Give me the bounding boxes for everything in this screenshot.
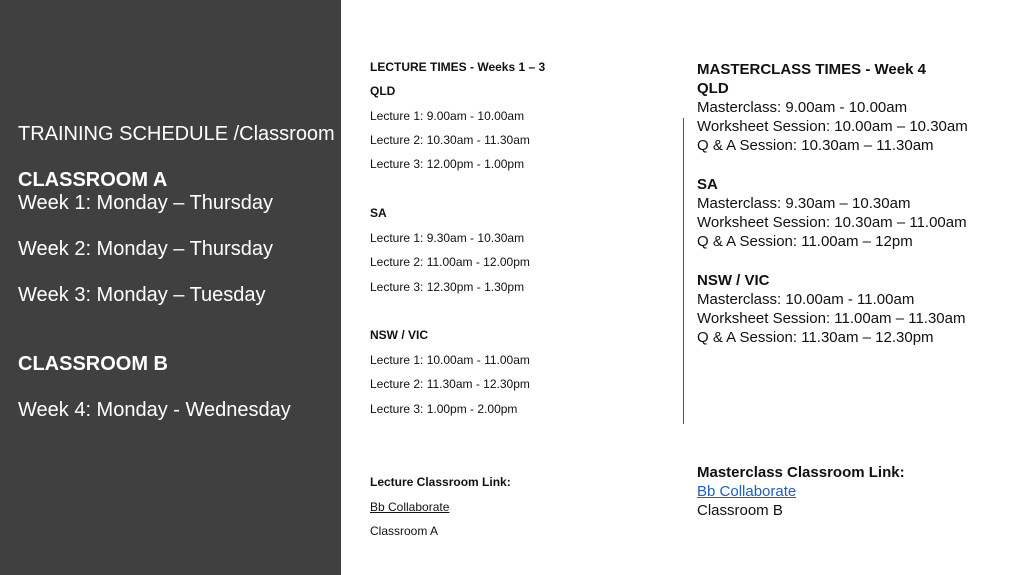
classroom-a-heading: CLASSROOM A <box>18 169 168 191</box>
lecture-classroom-label: Classroom A <box>370 524 439 538</box>
week3-text: Week 3: Monday – Tuesday <box>18 284 266 306</box>
lecture-qld-item: Lecture 1: 9.00am - 10.00am <box>370 109 525 123</box>
masterclass-sa-item: Q & A Session: 11.00am – 12pm <box>697 233 913 250</box>
masterclass-qld-item: Worksheet Session: 10.00am – 10.30am <box>697 118 968 135</box>
masterclass-sa-item: Worksheet Session: 10.30am – 11.00am <box>697 214 967 231</box>
lecture-nsw-item: Lecture 2: 11.30am - 12.30pm <box>370 377 530 391</box>
lecture-qld-item: Lecture 3: 12.00pm - 1.00pm <box>370 157 525 171</box>
lecture-nsw-label: NSW / VIC <box>370 328 429 342</box>
lecture-bb-collaborate-link[interactable]: Bb Collaborate <box>370 500 450 514</box>
lecture-times-heading: LECTURE TIMES - Weeks 1 – 3 <box>370 60 546 74</box>
week2-text: Week 2: Monday – Thursday <box>18 238 273 260</box>
lecture-qld-label: QLD <box>370 84 396 98</box>
lecture-link-heading: Lecture Classroom Link: <box>370 475 511 489</box>
lecture-sa-item: Lecture 2: 11.00am - 12.00pm <box>370 255 530 269</box>
lecture-sa-item: Lecture 1: 9.30am - 10.30am <box>370 231 525 245</box>
masterclass-nsw-item: Q & A Session: 11.30am – 12.30pm <box>697 329 934 346</box>
masterclass-classroom-label: Classroom B <box>697 502 783 519</box>
masterclass-link-heading: Masterclass Classroom Link: <box>697 464 905 481</box>
left-panel <box>0 0 341 575</box>
masterclass-bb-collaborate-link[interactable]: Bb Collaborate <box>697 483 797 500</box>
masterclass-qld-item: Masterclass: 9.00am - 10.00am <box>697 99 908 116</box>
lecture-sa-label: SA <box>370 206 387 220</box>
classroom-b-heading: CLASSROOM B <box>18 353 168 375</box>
lecture-sa-item: Lecture 3: 12.30pm - 1.30pm <box>370 280 525 294</box>
masterclass-sa-label: SA <box>697 176 718 193</box>
masterclass-times-heading: MASTERCLASS TIMES - Week 4 <box>697 61 926 78</box>
masterclass-nsw-label: NSW / VIC <box>697 272 770 289</box>
lecture-nsw-item: Lecture 3: 1.00pm - 2.00pm <box>370 402 518 416</box>
masterclass-qld-item: Q & A Session: 10.30am – 11.30am <box>697 137 934 154</box>
masterclass-nsw-item: Worksheet Session: 11.00am – 11.30am <box>697 310 966 327</box>
masterclass-qld-label: QLD <box>697 80 729 97</box>
column-divider <box>683 118 684 424</box>
masterclass-nsw-item: Masterclass: 10.00am - 11.00am <box>697 291 915 308</box>
lecture-qld-item: Lecture 2: 10.30am - 11.30am <box>370 133 530 147</box>
week1-text: Week 1: Monday – Thursday <box>18 192 273 214</box>
masterclass-sa-item: Masterclass: 9.30am – 10.30am <box>697 195 911 212</box>
week4-text: Week 4: Monday - Wednesday <box>18 399 291 421</box>
schedule-title: TRAINING SCHEDULE /Classroom <box>18 123 335 145</box>
lecture-nsw-item: Lecture 1: 10.00am - 11.00am <box>370 353 530 367</box>
